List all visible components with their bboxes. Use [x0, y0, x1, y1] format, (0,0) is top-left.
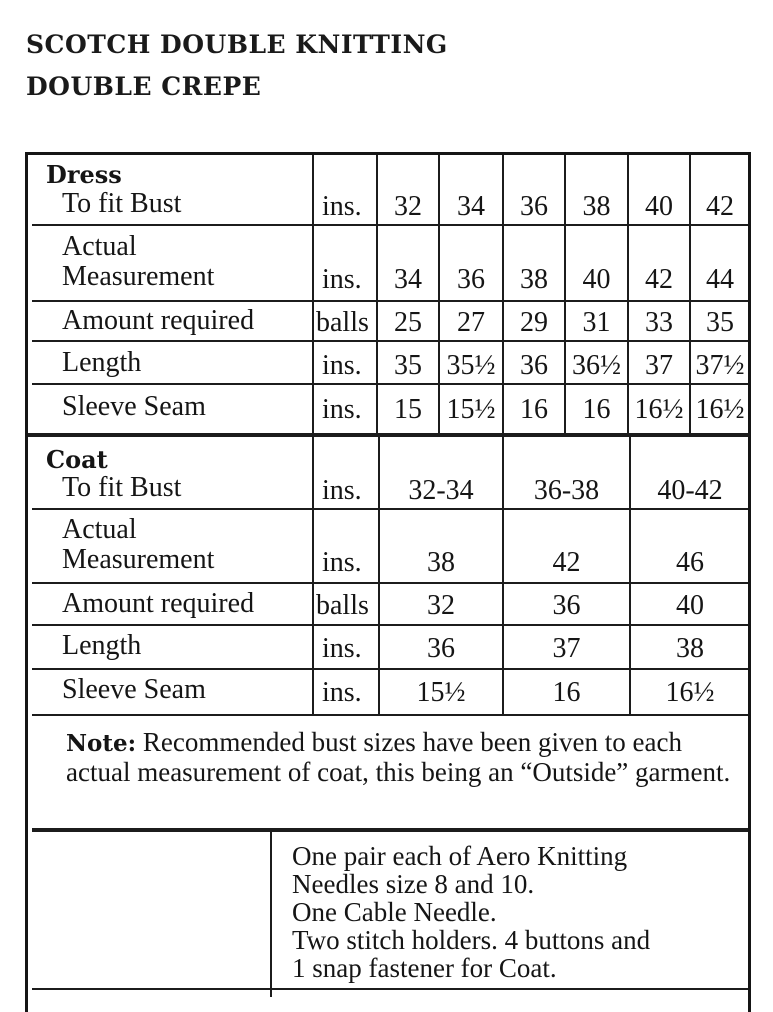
row-label: Sleeve Seam	[62, 391, 206, 422]
row-unit: ins.	[322, 547, 362, 578]
cell: 40	[645, 191, 673, 222]
rule	[32, 383, 748, 385]
cell: 38	[676, 633, 704, 664]
rule	[32, 714, 748, 716]
cell: 36½	[572, 350, 621, 381]
note-text: Recommended bust sizes have been given to each actual measurement of coat, this being an “Outside” garment.	[66, 727, 731, 787]
row-unit: balls	[316, 590, 369, 621]
cell: 40	[676, 590, 704, 621]
col-rule	[312, 155, 314, 435]
cell: 38	[520, 264, 548, 295]
cell: 34	[394, 264, 422, 295]
cell: 16½	[695, 394, 745, 425]
rule	[32, 508, 748, 510]
materials-line: Needles size 8 and 10.	[292, 869, 535, 899]
cell: 31	[582, 307, 611, 338]
cell: 16	[552, 677, 581, 708]
cell: 40-42	[657, 475, 723, 506]
cell: 37	[645, 350, 673, 381]
cell: 35	[706, 307, 734, 338]
cell: 42	[706, 191, 734, 222]
rule	[32, 340, 748, 342]
coat-heading: Coat	[46, 445, 108, 474]
cell: 46	[676, 547, 704, 578]
cell: 36	[520, 350, 548, 381]
row-unit: ins.	[322, 394, 362, 425]
row-unit: ins.	[322, 633, 362, 664]
note-label: Note:	[66, 730, 137, 757]
cell: 40	[582, 264, 611, 295]
rule	[32, 624, 748, 626]
cell: 36-38	[533, 475, 600, 506]
rule	[32, 668, 748, 670]
row-label: Amount required	[62, 588, 255, 619]
row-label: Actual	[62, 231, 137, 262]
row-label: Actual	[62, 514, 137, 545]
row-label: Sleeve Seam	[62, 674, 206, 705]
col-rule	[312, 437, 314, 715]
row-unit: ins.	[322, 677, 362, 708]
cell: 37	[552, 633, 581, 664]
cell: 36	[552, 590, 581, 621]
cell: 38	[427, 547, 455, 578]
cell: 37½	[695, 350, 745, 381]
row-label: Measurement	[62, 261, 215, 292]
row-unit: ins.	[322, 350, 362, 381]
rule	[32, 224, 748, 226]
row-unit: ins.	[322, 191, 362, 222]
title-line-1: SCOTCH DOUBLE KNITTING	[26, 30, 448, 59]
cell: 29	[520, 307, 548, 338]
cell: 36	[520, 191, 548, 222]
cell: 44	[706, 264, 734, 295]
rule	[32, 988, 748, 990]
dress-heading: Dress	[46, 160, 122, 189]
cell: 27	[457, 307, 485, 338]
cell: 16	[582, 394, 611, 425]
cell: 15½	[446, 394, 496, 425]
row-unit: ins.	[322, 475, 362, 506]
cell: 32	[394, 191, 422, 222]
section-divider	[28, 433, 750, 437]
note	[66, 728, 736, 786]
cell: 36	[457, 264, 485, 295]
row-label: To fit Bust	[62, 472, 182, 503]
row-unit: ins.	[322, 264, 362, 295]
cell: 32-34	[408, 475, 474, 506]
row-label: Measurement	[62, 544, 215, 575]
col-rule	[270, 832, 272, 997]
row-label: Amount required	[62, 305, 255, 336]
cell: 16	[520, 394, 548, 425]
cell: 15	[394, 394, 422, 425]
cell: 36	[427, 633, 455, 664]
cell: 32	[427, 590, 455, 621]
materials-line: Two stitch holders. 4 buttons and	[292, 925, 651, 955]
cell: 16½	[634, 394, 684, 425]
cell: 35	[394, 350, 422, 381]
section-divider	[32, 828, 748, 832]
cell: 15½	[416, 677, 466, 708]
cell: 42	[645, 264, 673, 295]
row-label: Length	[62, 630, 142, 661]
cell: 42	[552, 547, 581, 578]
rule	[32, 300, 748, 302]
cell: 38	[582, 191, 611, 222]
materials-line: One Cable Needle.	[292, 897, 497, 927]
cell: 33	[645, 307, 673, 338]
cell: 25	[394, 307, 422, 338]
row-label: To fit Bust	[62, 188, 182, 219]
cell: 16½	[665, 677, 715, 708]
cell: 35½	[446, 350, 496, 381]
materials-line: One pair each of Aero Knitting	[292, 841, 628, 871]
materials-line: 1 snap fastener for Coat.	[292, 953, 557, 983]
materials-list	[292, 842, 752, 982]
row-label: Length	[62, 347, 142, 378]
title-line-2: DOUBLE CREPE	[26, 72, 262, 101]
row-unit: balls	[316, 307, 369, 338]
rule	[32, 582, 748, 584]
cell: 34	[457, 191, 485, 222]
